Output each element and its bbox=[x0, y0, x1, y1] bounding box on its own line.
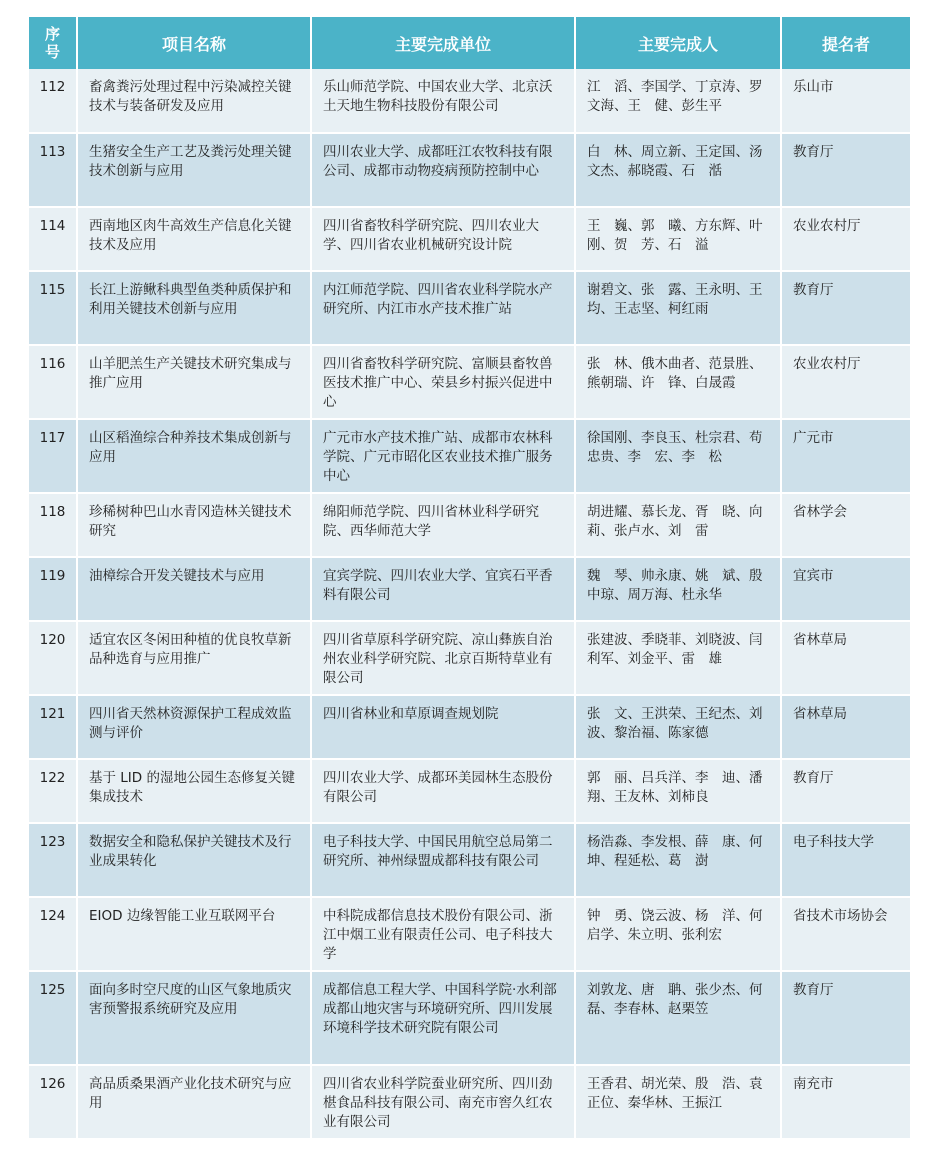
cell-main-unit: 电子科技大学、中国民用航空总局第二研究所、神州绿盟成都科技有限公司 bbox=[311, 823, 575, 897]
award-table-container bbox=[29, 17, 910, 1140]
cell-number: 126 bbox=[29, 1065, 77, 1139]
cell-number: 114 bbox=[29, 207, 77, 271]
table-row bbox=[29, 971, 910, 1065]
cell-main-people: 郭 丽、吕兵洋、李 迪、潘 翔、王友林、刘柿良 bbox=[575, 759, 781, 823]
cell-nominator: 省技术市场协会 bbox=[781, 897, 910, 971]
cell-project-name: 数据安全和隐私保护关键技术及行业成果转化 bbox=[77, 823, 311, 897]
cell-project-name: 适宜农区冬闲田种植的优良牧草新品种选育与应用推广 bbox=[77, 621, 311, 695]
cell-main-people: 白 林、周立新、王定国、汤文杰、郝晓霞、石 湉 bbox=[575, 133, 781, 207]
table-body bbox=[29, 69, 910, 1139]
cell-nominator: 农业农村厅 bbox=[781, 345, 910, 419]
cell-main-unit: 绵阳师范学院、四川省林业科学研究院、西华师范大学 bbox=[311, 493, 575, 557]
cell-main-unit: 四川省畜牧科学研究院、四川农业大学、四川省农业机械研究设计院 bbox=[311, 207, 575, 271]
cell-number: 125 bbox=[29, 971, 77, 1065]
header-nominator: 提名者 bbox=[781, 17, 910, 69]
cell-project-name: 面向多时空尺度的山区气象地质灾害预警报系统研究及应用 bbox=[77, 971, 311, 1065]
cell-main-people: 胡进耀、慕长龙、胥 晓、向 莉、张卢水、刘 雷 bbox=[575, 493, 781, 557]
cell-nominator: 电子科技大学 bbox=[781, 823, 910, 897]
cell-project-name: 畜禽粪污处理过程中污染减控关键技术与装备研发及应用 bbox=[77, 69, 311, 133]
cell-main-unit: 四川省农业科学院蚕业研究所、四川劲椹食品科技有限公司、南充市窖久红农业有限公司 bbox=[311, 1065, 575, 1139]
table-row bbox=[29, 419, 910, 493]
cell-main-unit: 广元市水产技术推广站、成都市农林科学院、广元市昭化区农业技术推广服务中心 bbox=[311, 419, 575, 493]
cell-number: 124 bbox=[29, 897, 77, 971]
cell-number: 122 bbox=[29, 759, 77, 823]
table-row bbox=[29, 345, 910, 419]
table-row bbox=[29, 1065, 910, 1139]
cell-nominator: 省林草局 bbox=[781, 621, 910, 695]
cell-nominator: 教育厅 bbox=[781, 133, 910, 207]
cell-number: 115 bbox=[29, 271, 77, 345]
cell-project-name: 基于 LID 的湿地公园生态修复关键集成技术 bbox=[77, 759, 311, 823]
cell-main-people: 张 林、俄木曲者、范景胜、熊朝瑞、许 锋、白晟霞 bbox=[575, 345, 781, 419]
cell-main-unit: 四川农业大学、成都旺江农牧科技有限公司、成都市动物疫病预防控制中心 bbox=[311, 133, 575, 207]
cell-main-unit: 成都信息工程大学、中国科学院·水利部成都山地灾害与环境研究所、四川发展环境科学技术研究院有限公司 bbox=[311, 971, 575, 1065]
table-row bbox=[29, 759, 910, 823]
table-header-row bbox=[29, 17, 910, 69]
cell-main-people: 张 文、王洪荣、王纪杰、刘 波、黎治福、陈家德 bbox=[575, 695, 781, 759]
header-main-people: 主要完成人 bbox=[575, 17, 781, 69]
cell-nominator: 省林学会 bbox=[781, 493, 910, 557]
cell-main-people: 王 巍、郭 曦、方东辉、叶 刚、贺 芳、石 溢 bbox=[575, 207, 781, 271]
table-row bbox=[29, 823, 910, 897]
header-seq-label: 序 号 bbox=[44, 25, 60, 61]
cell-project-name: 四川省天然林资源保护工程成效监测与评价 bbox=[77, 695, 311, 759]
table-row bbox=[29, 493, 910, 557]
header-main-unit: 主要完成单位 bbox=[311, 17, 575, 69]
cell-nominator: 教育厅 bbox=[781, 971, 910, 1065]
cell-main-unit: 四川省畜牧科学研究院、富顺县畜牧兽医技术推广中心、荣县乡村振兴促进中心 bbox=[311, 345, 575, 419]
cell-number: 117 bbox=[29, 419, 77, 493]
cell-nominator: 省林草局 bbox=[781, 695, 910, 759]
cell-project-name: 西南地区肉牛高效生产信息化关键技术及应用 bbox=[77, 207, 311, 271]
cell-main-people: 刘敦龙、唐 聃、张少杰、何 磊、李春林、赵栗笠 bbox=[575, 971, 781, 1065]
cell-number: 120 bbox=[29, 621, 77, 695]
header-seq bbox=[29, 17, 77, 69]
cell-number: 118 bbox=[29, 493, 77, 557]
cell-main-people: 钟 勇、饶云波、杨 洋、何启学、朱立明、张利宏 bbox=[575, 897, 781, 971]
cell-nominator: 教育厅 bbox=[781, 271, 910, 345]
cell-project-name: 山羊肥羔生产关键技术研究集成与推广应用 bbox=[77, 345, 311, 419]
table-row bbox=[29, 695, 910, 759]
cell-main-people: 魏 琴、帅永康、姚 斌、殷中琼、周万海、杜永华 bbox=[575, 557, 781, 621]
cell-main-people: 江 滔、李国学、丁京涛、罗文海、王 健、彭生平 bbox=[575, 69, 781, 133]
cell-number: 112 bbox=[29, 69, 77, 133]
cell-project-name: EIOD 边缘智能工业互联网平台 bbox=[77, 897, 311, 971]
cell-nominator: 南充市 bbox=[781, 1065, 910, 1139]
cell-main-unit: 宜宾学院、四川农业大学、宜宾石平香料有限公司 bbox=[311, 557, 575, 621]
cell-main-unit: 内江师范学院、四川省农业科学院水产研究所、内江市水产技术推广站 bbox=[311, 271, 575, 345]
cell-project-name: 珍稀树种巴山水青冈造林关键技术研究 bbox=[77, 493, 311, 557]
cell-main-unit: 四川省草原科学研究院、凉山彝族自治州农业科学研究院、北京百斯特草业有限公司 bbox=[311, 621, 575, 695]
cell-main-unit: 乐山师范学院、中国农业大学、北京沃土天地生物科技股份有限公司 bbox=[311, 69, 575, 133]
cell-number: 116 bbox=[29, 345, 77, 419]
cell-nominator: 农业农村厅 bbox=[781, 207, 910, 271]
cell-project-name: 生猪安全生产工艺及粪污处理关键技术创新与应用 bbox=[77, 133, 311, 207]
cell-nominator: 教育厅 bbox=[781, 759, 910, 823]
cell-main-people: 谢碧文、张 露、王永明、王 均、王志坚、柯红雨 bbox=[575, 271, 781, 345]
cell-main-people: 张建波、季晓菲、刘晓波、闫利军、刘金平、雷 雄 bbox=[575, 621, 781, 695]
cell-nominator: 宜宾市 bbox=[781, 557, 910, 621]
cell-number: 119 bbox=[29, 557, 77, 621]
cell-project-name: 高品质桑果酒产业化技术研究与应用 bbox=[77, 1065, 311, 1139]
cell-nominator: 广元市 bbox=[781, 419, 910, 493]
award-table bbox=[29, 17, 910, 1140]
cell-number: 123 bbox=[29, 823, 77, 897]
table-row bbox=[29, 133, 910, 207]
cell-main-people: 杨浩淼、李发根、薛 康、何 坤、程延松、葛 澍 bbox=[575, 823, 781, 897]
cell-main-unit: 中科院成都信息技术股份有限公司、浙江中烟工业有限责任公司、电子科技大学 bbox=[311, 897, 575, 971]
table-row bbox=[29, 621, 910, 695]
cell-number: 113 bbox=[29, 133, 77, 207]
header-project-name: 项目名称 bbox=[77, 17, 311, 69]
cell-nominator: 乐山市 bbox=[781, 69, 910, 133]
table-row bbox=[29, 897, 910, 971]
cell-main-people: 王香君、胡光荣、殷 浩、袁正位、秦华林、王振江 bbox=[575, 1065, 781, 1139]
cell-project-name: 长江上游鳅科典型鱼类种质保护和利用关键技术创新与应用 bbox=[77, 271, 311, 345]
cell-project-name: 山区稻渔综合种养技术集成创新与应用 bbox=[77, 419, 311, 493]
cell-main-unit: 四川省林业和草原调查规划院 bbox=[311, 695, 575, 759]
table-row bbox=[29, 557, 910, 621]
cell-number: 121 bbox=[29, 695, 77, 759]
cell-main-people: 徐国刚、李良玉、杜宗君、苟忠贵、李 宏、李 松 bbox=[575, 419, 781, 493]
table-row bbox=[29, 207, 910, 271]
table-row bbox=[29, 271, 910, 345]
cell-main-unit: 四川农业大学、成都环美园林生态股份有限公司 bbox=[311, 759, 575, 823]
table-row bbox=[29, 69, 910, 133]
cell-project-name: 油樟综合开发关键技术与应用 bbox=[77, 557, 311, 621]
